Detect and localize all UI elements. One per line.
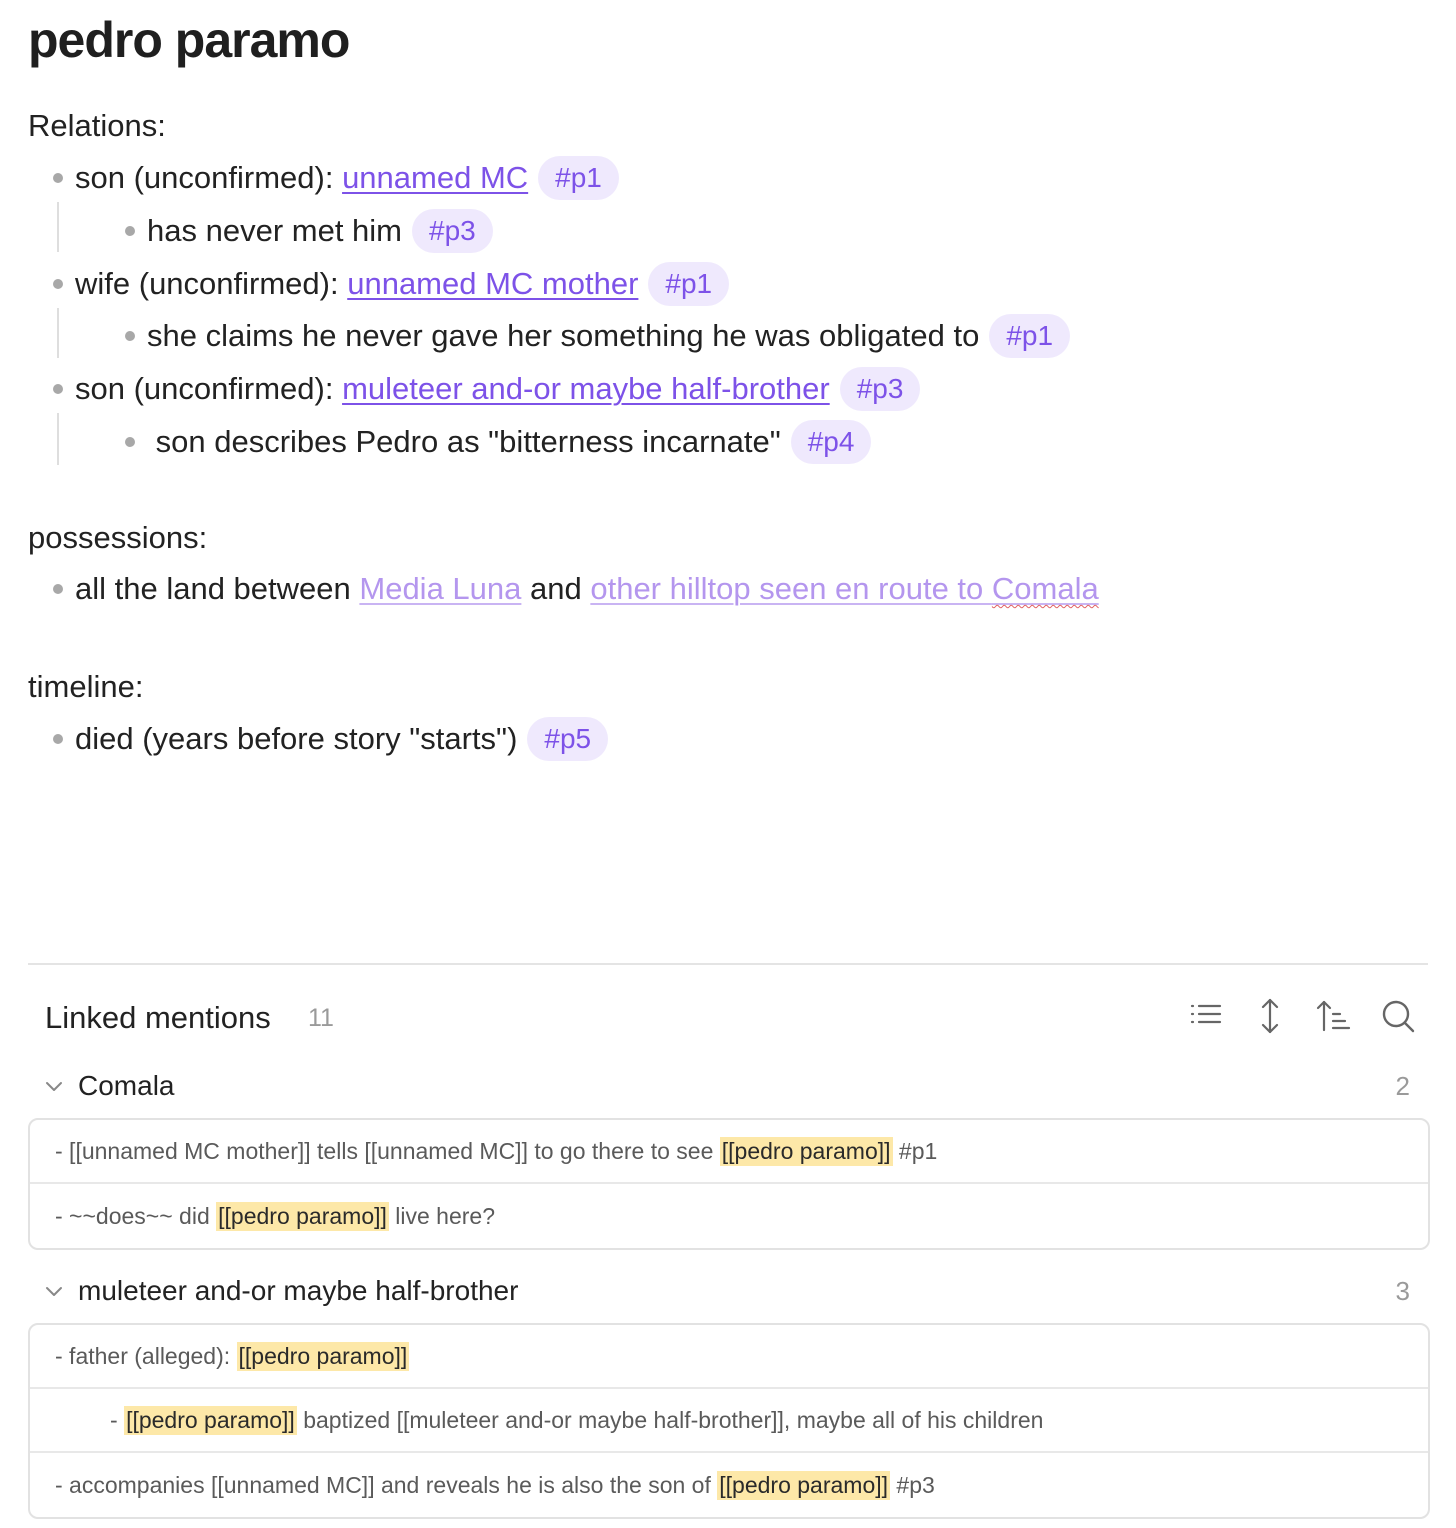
list-item-relation-3-child bbox=[125, 420, 871, 464]
mention-highlight: [[pedro paramo]] bbox=[721, 1137, 891, 1164]
note-title[interactable]: pedro paramo bbox=[28, 12, 350, 68]
list-item-timeline bbox=[53, 717, 608, 761]
expand-vertical-icon[interactable] bbox=[1250, 996, 1290, 1036]
mention-text: #p1 bbox=[892, 1137, 938, 1164]
mention-group-count: 3 bbox=[1395, 1276, 1410, 1306]
relation-label: wife (unconfirmed): bbox=[75, 266, 348, 301]
search-icon[interactable] bbox=[1378, 996, 1418, 1036]
possession-connector: and bbox=[521, 571, 591, 606]
relation-note: son describes Pedro as "bitterness incarnate" bbox=[147, 424, 781, 459]
mention-highlight: [[pedro paramo]] bbox=[719, 1471, 889, 1498]
bullet-icon bbox=[53, 734, 63, 744]
tag-p1[interactable]: #p1 bbox=[648, 262, 729, 306]
internal-link-media-luna[interactable]: Media Luna bbox=[359, 571, 522, 606]
mention-card-comala bbox=[28, 1118, 1430, 1250]
mention-group-name: muleteer and-or maybe half-brother bbox=[78, 1275, 519, 1306]
list-item-possession bbox=[53, 569, 1099, 609]
indent-guide bbox=[57, 202, 59, 252]
mention-highlight: [[pedro paramo]] bbox=[238, 1342, 408, 1369]
mention-text: baptized [[muleteer and-or maybe half-brother]], maybe all of his children bbox=[296, 1406, 1044, 1433]
bullet-icon bbox=[53, 173, 63, 183]
tag-p1[interactable]: #p1 bbox=[989, 314, 1070, 358]
relations-heading: Relations: bbox=[28, 108, 166, 143]
link-text: other hilltop seen en route to bbox=[590, 571, 992, 606]
internal-link-muleteer[interactable]: muleteer and-or maybe half-brother bbox=[342, 371, 830, 406]
section-divider bbox=[28, 963, 1428, 965]
tag-p1[interactable]: #p1 bbox=[538, 156, 619, 200]
bullet-icon bbox=[125, 331, 135, 341]
possession-text: all the land between bbox=[75, 571, 360, 606]
list-item-relation-3 bbox=[53, 367, 920, 411]
chevron-down-icon[interactable] bbox=[44, 1076, 64, 1096]
mention-highlight: [[pedro paramo]] bbox=[126, 1406, 295, 1433]
mention-text: - accompanies [[unnamed MC]] and reveals he is also the son of bbox=[55, 1471, 718, 1498]
relation-note: has never met him bbox=[147, 213, 402, 248]
mention-row[interactable] bbox=[30, 1325, 1428, 1389]
mention-row[interactable] bbox=[30, 1184, 1428, 1248]
mention-text: - bbox=[110, 1406, 125, 1433]
internal-link-other-hilltop[interactable] bbox=[590, 569, 1098, 609]
internal-link-unnamed-mc-mother[interactable]: unnamed MC mother bbox=[347, 266, 639, 301]
mention-group-count: 2 bbox=[1395, 1071, 1410, 1101]
tag-p3[interactable]: #p3 bbox=[412, 209, 493, 253]
mention-group-header-comala[interactable] bbox=[40, 1066, 1410, 1106]
mention-text: live here? bbox=[388, 1202, 496, 1229]
relation-label: son (unconfirmed): bbox=[75, 371, 343, 406]
mention-row[interactable] bbox=[30, 1389, 1428, 1453]
mention-row[interactable] bbox=[30, 1120, 1428, 1184]
tag-p3[interactable]: #p3 bbox=[840, 367, 921, 411]
indent-guide bbox=[57, 308, 59, 358]
mention-group-name: Comala bbox=[78, 1070, 175, 1101]
list-item-relation-1 bbox=[53, 156, 619, 200]
timeline-text: died (years before story "starts") bbox=[75, 721, 518, 756]
linked-mentions-count: 11 bbox=[308, 1004, 334, 1032]
possessions-heading: possessions: bbox=[28, 520, 208, 555]
mention-text: #p3 bbox=[890, 1471, 935, 1498]
list-icon[interactable] bbox=[1186, 996, 1226, 1036]
mention-row[interactable] bbox=[30, 1453, 1428, 1517]
tag-p4[interactable]: #p4 bbox=[791, 420, 872, 464]
chevron-down-icon[interactable] bbox=[44, 1281, 64, 1301]
bullet-icon bbox=[125, 226, 135, 236]
bullet-icon bbox=[53, 584, 63, 594]
relation-note: she claims he never gave her something he was obligated to bbox=[147, 318, 980, 353]
linked-mentions-title: Linked mentions bbox=[45, 1000, 271, 1035]
spellcheck-word: Comala bbox=[991, 571, 1099, 606]
list-item-relation-1-child bbox=[125, 209, 493, 253]
bullet-icon bbox=[53, 279, 63, 289]
mention-text: - father (alleged): bbox=[55, 1342, 237, 1369]
mention-card-muleteer bbox=[28, 1323, 1430, 1519]
relation-label: son (unconfirmed): bbox=[75, 160, 343, 195]
timeline-heading: timeline: bbox=[28, 669, 144, 704]
mention-highlight: [[pedro paramo]] bbox=[218, 1202, 387, 1229]
indent-guide bbox=[57, 413, 59, 465]
bullet-icon bbox=[53, 384, 63, 394]
list-item-relation-2 bbox=[53, 262, 729, 306]
mention-text: - [[unnamed MC mother]] tells [[unnamed MC]] to go there to see bbox=[55, 1137, 720, 1164]
sort-icon[interactable] bbox=[1314, 996, 1354, 1036]
mention-group-header-muleteer[interactable] bbox=[40, 1271, 1410, 1311]
internal-link-unnamed-mc[interactable]: unnamed MC bbox=[342, 160, 529, 195]
list-item-relation-2-child bbox=[125, 314, 1070, 358]
tag-p5[interactable]: #p5 bbox=[527, 717, 608, 761]
mention-text: - ~~does~~ did bbox=[55, 1202, 217, 1229]
bullet-icon bbox=[125, 437, 135, 447]
